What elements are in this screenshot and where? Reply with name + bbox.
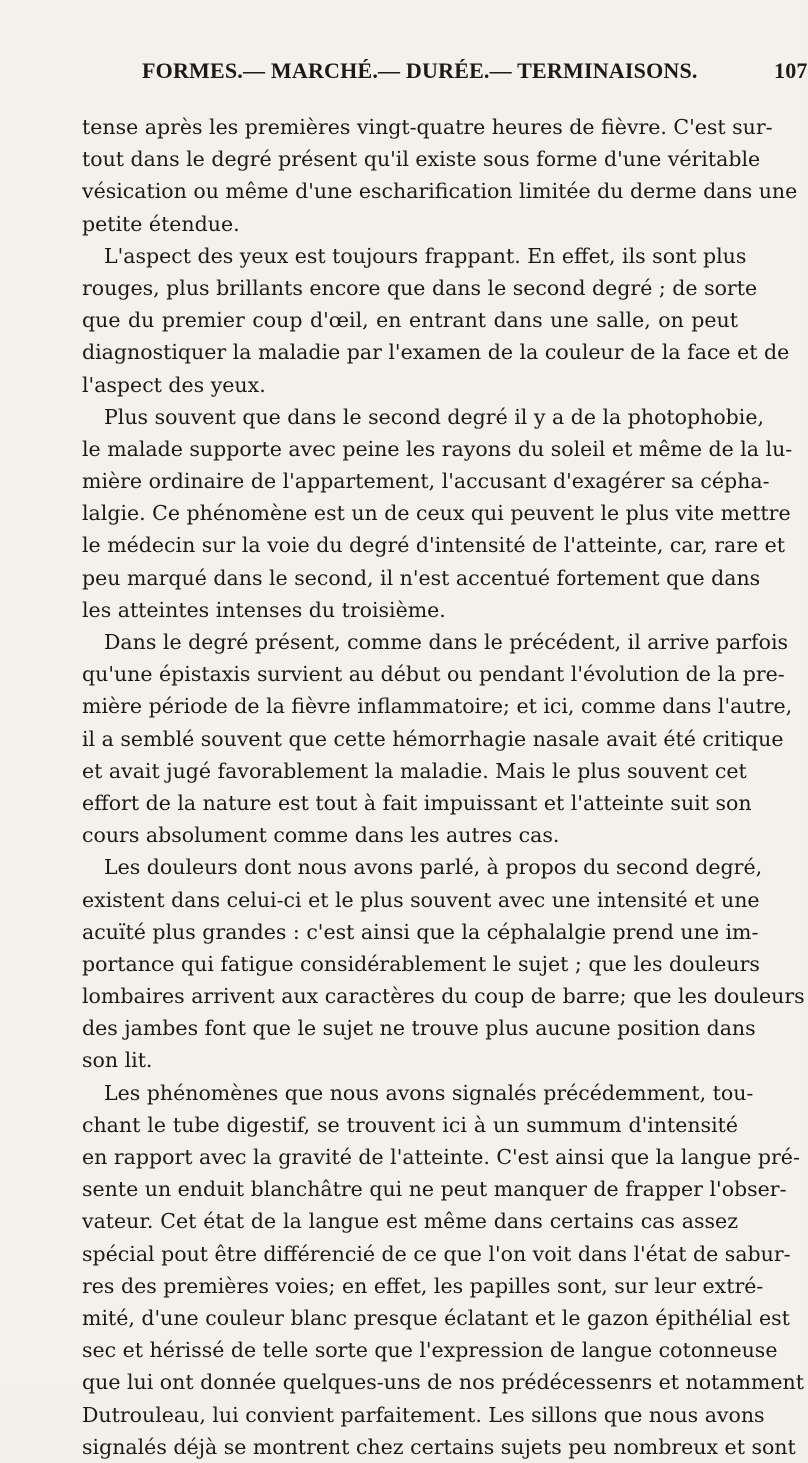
- text-line: qu'une épistaxis survient au début ou pendant l'évolution de la pre-: [82, 662, 785, 687]
- text-line: sec et hérissé de telle sorte que l'expression de langue cotonneuse: [82, 1338, 778, 1363]
- text-line: res des premières voies; en effet, les papilles sont, sur leur extré-: [82, 1273, 764, 1298]
- text-line: cours absolument comme dans les autres cas.: [82, 823, 560, 848]
- text-line: que lui ont donnée quelques-uns de nos prédécessenrs et notamment: [82, 1370, 804, 1395]
- text-line: Les phénomènes que nous avons signalés précédemment, tou-: [104, 1080, 754, 1105]
- text-line: les atteintes intenses du troisième.: [82, 597, 446, 622]
- text-line: mière ordinaire de l'appartement, l'accusant d'exagérer sa cépha-: [82, 469, 770, 494]
- text-line: portance qui fatigue considérablement le sujet ; que les douleurs: [82, 951, 760, 976]
- text-line: Dutrouleau, lui convient parfaitement. Les sillons que nous avons: [82, 1402, 765, 1427]
- text-line: Plus souvent que dans le second degré il y a de la photophobie,: [104, 404, 765, 429]
- text-line: Dans le degré présent, comme dans le précédent, il arrive parfois: [104, 630, 789, 654]
- text-line: petite étendue.: [82, 211, 240, 236]
- text-line: l'aspect des yeux.: [82, 372, 266, 397]
- text-line: peu marqué dans le second, il n'est accentué fortement que dans: [82, 565, 761, 590]
- page-header: [142, 58, 808, 88]
- text-line: Les douleurs dont nous avons parlé, à propos du second degré,: [104, 855, 763, 880]
- text-line: en rapport avec la gravité de l'atteinte. C'est ainsi que la langue pré-: [82, 1145, 800, 1169]
- running-title: FORMES.— MARCHÉ.— DURÉE.— TERMINAISONS.: [142, 58, 698, 83]
- text-line: le malade supporte avec peine les rayons du soleil et même de la lu-: [82, 436, 793, 461]
- text-line: tout dans le degré présent qu'il existe sous forme d'une véritable: [82, 147, 761, 172]
- text-line: vateur. Cet état de la langue est même dans certains cas assez: [82, 1209, 738, 1234]
- text-line: lalgie. Ce phénomène est un de ceux qui peuvent le plus vite mettre: [82, 501, 791, 526]
- text-line: et avait jugé favorablement la maladie. Mais le plus souvent cet: [82, 758, 747, 783]
- body-text: [82, 111, 805, 1463]
- text-line: son lit.: [82, 1048, 153, 1073]
- text-line: spécial pout être différencié de ce que l'on voit dans l'état de sabur-: [82, 1241, 791, 1266]
- text-line: diagnostiquer la maladie par l'examen de la couleur de la face et de: [82, 340, 790, 365]
- text-line: que du premier coup d'œil, en entrant dans une salle, on peut: [82, 308, 738, 333]
- text-line: effort de la nature est tout à fait impuissant et l'atteinte suit son: [82, 790, 752, 815]
- text-line: signalés déjà se montrent chez certains sujets peu nombreux et sont: [82, 1434, 796, 1459]
- text-line: il a semblé souvent que cette hémorrhagie nasale avait été critique: [82, 726, 784, 751]
- text-line: vésication ou même d'une escharification limitée du derme dans une: [82, 179, 798, 204]
- text-line: des jambes font que le sujet ne trouve plus aucune position dans: [82, 1016, 756, 1041]
- text-line: mière période de la fièvre inflammatoire; et ici, comme dans l'autre,: [82, 694, 793, 719]
- page-number: 107: [774, 58, 808, 83]
- text-line: acuïté plus grandes : c'est ainsi que la céphalalgie prend une im-: [82, 919, 759, 944]
- text-line: chant le tube digestif, se trouvent ici à un summum d'intensité: [82, 1112, 738, 1137]
- text-line: L'aspect des yeux est toujours frappant. En effet, ils sont plus: [104, 243, 747, 268]
- text-line: existent dans celui-ci et le plus souvent avec une intensité et une: [82, 887, 760, 912]
- text-line: sente un enduit blanchâtre qui ne peut manquer de frapper l'obser-: [82, 1177, 787, 1202]
- text-line: le médecin sur la voie du degré d'intensité de l'atteinte, car, rare et: [82, 533, 786, 558]
- text-line: rouges, plus brillants encore que dans le second degré ; de sorte: [82, 275, 758, 300]
- text-line: tense après les premières vingt-quatre heures de fièvre. C'est sur-: [82, 115, 773, 139]
- text-line: lombaires arrivent aux caractères du coup de barre; que les douleurs: [82, 984, 805, 1009]
- text-line: mité, d'une couleur blanc presque éclatant et le gazon épithélial est: [82, 1305, 790, 1330]
